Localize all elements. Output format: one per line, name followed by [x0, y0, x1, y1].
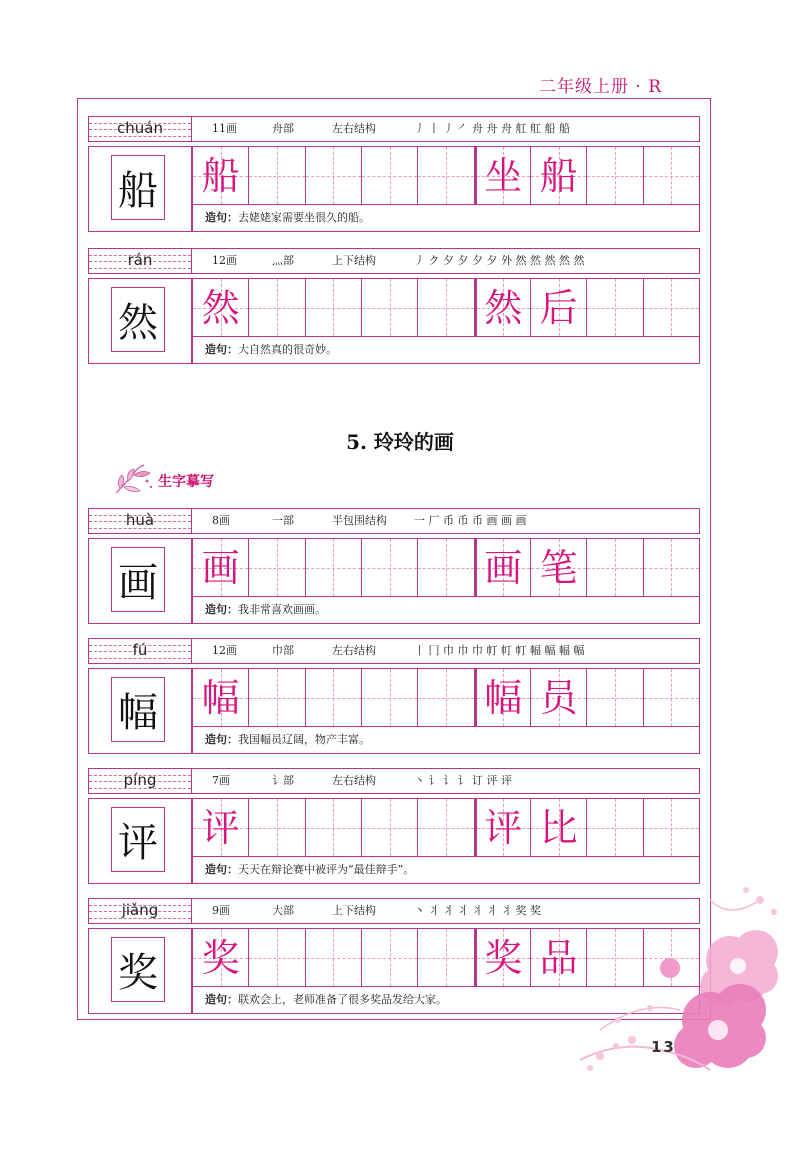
word-cell-2	[530, 669, 586, 726]
practice-cell-model	[192, 279, 248, 336]
stroke-order: 丿 丨 丿 ㇒ 舟 舟 舟 舡 舡 船 船	[414, 122, 570, 135]
model-char: 幅	[111, 677, 165, 742]
char-info-bar	[192, 508, 700, 534]
model-char-box	[88, 668, 192, 754]
pinyin-box	[88, 768, 192, 794]
pinyin: fú	[132, 641, 148, 659]
entry-info-row	[88, 248, 700, 274]
character-entry	[88, 248, 700, 364]
structure: 上下结构	[332, 904, 376, 917]
practice-cell[interactable]	[361, 147, 417, 204]
practice-cell[interactable]	[417, 929, 473, 986]
practice-cell[interactable]	[361, 669, 417, 726]
practice-cell-model	[192, 799, 248, 856]
model-char: 奖	[111, 937, 165, 1002]
practice-grid	[192, 146, 700, 204]
practice-char: 评	[201, 805, 240, 850]
char-info-bar	[192, 116, 700, 142]
pinyin: chuán	[117, 119, 163, 137]
entry-practice-row	[88, 668, 700, 754]
radical: 灬部	[272, 254, 294, 267]
word-cell-2	[530, 539, 586, 596]
character-entry	[88, 116, 700, 232]
practice-cell[interactable]	[305, 539, 361, 596]
practice-cell[interactable]	[248, 539, 304, 596]
lesson-title: 5. 玲玲的画	[346, 430, 454, 454]
practice-cell-model	[192, 929, 248, 986]
example-sentence	[192, 596, 700, 624]
character-entry	[88, 638, 700, 754]
sentence-text: 我国幅员辽阔，物产丰富。	[238, 733, 370, 746]
word-char-2: 员	[539, 675, 578, 720]
entry-info-row	[88, 638, 700, 664]
practice-cell[interactable]	[417, 669, 473, 726]
section-label	[112, 463, 214, 499]
practice-cell[interactable]	[586, 279, 642, 336]
practice-grid	[192, 668, 700, 726]
char-info-bar	[192, 768, 700, 794]
sentence-prefix: 造句：	[205, 993, 238, 1006]
sentence-prefix: 造句：	[205, 343, 238, 356]
practice-cell[interactable]	[305, 669, 361, 726]
word-cell-1	[474, 929, 530, 986]
stroke-order: 丿 ク 夕 夕 夕 夕 外 然 然 然 然 然	[414, 254, 585, 267]
sentence-text: 去姥姥家需要坐很久的船。	[238, 211, 370, 224]
pinyin-box	[88, 116, 192, 142]
word-char-2: 后	[539, 285, 578, 330]
word-char-2: 比	[539, 805, 578, 850]
practice-cell[interactable]	[417, 147, 473, 204]
word-cell-2	[530, 799, 586, 856]
section-label-text: 生字摹写	[158, 474, 214, 490]
structure: 半包围结构	[332, 514, 387, 527]
practice-cell[interactable]	[361, 799, 417, 856]
practice-cell[interactable]	[643, 279, 699, 336]
practice-cell[interactable]	[586, 799, 642, 856]
practice-cell[interactable]	[643, 539, 699, 596]
sentence-prefix: 造句：	[205, 733, 238, 746]
practice-cell[interactable]	[417, 279, 473, 336]
entry-practice-row	[88, 146, 700, 232]
practice-cell-model	[192, 147, 248, 204]
entry-info-row	[88, 768, 700, 794]
model-char-box	[88, 278, 192, 364]
stroke-count: 7画	[212, 774, 230, 787]
stroke-count: 9画	[212, 904, 230, 917]
pinyin-box	[88, 898, 192, 924]
entry-info-row	[88, 116, 700, 142]
flower-decoration-icon	[112, 463, 156, 499]
word-char-1: 奖	[484, 935, 523, 980]
practice-cell[interactable]	[361, 929, 417, 986]
word-char-1: 幅	[484, 675, 523, 720]
flower-corner-decoration-icon	[560, 860, 800, 1090]
practice-grid	[192, 538, 700, 596]
char-info-bar	[192, 248, 700, 274]
stroke-order: 丶 丬 丬 丬 丬 丬 丬 奖 奖	[414, 904, 541, 917]
model-char: 船	[111, 155, 165, 220]
radical: 巾部	[272, 644, 294, 657]
pinyin-box	[88, 248, 192, 274]
practice-cell[interactable]	[586, 539, 642, 596]
word-cell-1	[474, 279, 530, 336]
pinyin: huà	[125, 511, 155, 529]
word-char-1: 坐	[484, 153, 523, 198]
book-grade-header: 二年级上册 · R	[538, 77, 662, 97]
sentence-prefix: 造句：	[205, 603, 238, 616]
practice-cell[interactable]	[305, 147, 361, 204]
page-number: 13	[651, 1038, 676, 1056]
structure: 上下结构	[332, 254, 376, 267]
word-char-1: 评	[484, 805, 523, 850]
practice-cell[interactable]	[361, 539, 417, 596]
pinyin-box	[88, 508, 192, 534]
word-char-2: 笔	[539, 545, 578, 590]
pinyin: jiǎng	[121, 901, 159, 919]
pinyin: rán	[127, 251, 153, 269]
stroke-count: 8画	[212, 514, 230, 527]
model-char-box	[88, 928, 192, 1014]
character-entry	[88, 508, 700, 624]
practice-cell-model	[192, 669, 248, 726]
radical: 大部	[272, 904, 294, 917]
entry-practice-row	[88, 278, 700, 364]
practice-cell[interactable]	[417, 799, 473, 856]
practice-cell[interactable]	[586, 147, 642, 204]
practice-grid	[192, 278, 700, 336]
practice-cell[interactable]	[361, 279, 417, 336]
practice-char: 幅	[201, 675, 240, 720]
model-char: 然	[111, 287, 165, 352]
practice-char: 船	[201, 153, 240, 198]
practice-cell[interactable]	[248, 279, 304, 336]
word-char-1: 然	[484, 285, 523, 330]
structure: 左右结构	[332, 122, 376, 135]
model-char: 画	[111, 547, 165, 612]
word-cell-2	[530, 279, 586, 336]
radical: 舟部	[272, 122, 294, 135]
word-cell-2	[530, 147, 586, 204]
structure: 左右结构	[332, 774, 376, 787]
structure: 左右结构	[332, 644, 376, 657]
sentence-text: 联欢会上，老师准备了很多奖品发给大家。	[238, 993, 447, 1006]
model-char-box	[88, 146, 192, 232]
practice-cell[interactable]	[305, 929, 361, 986]
practice-cell[interactable]	[248, 147, 304, 204]
practice-cell[interactable]	[417, 539, 473, 596]
sentence-prefix: 造句：	[205, 863, 238, 876]
sentence-prefix: 造句：	[205, 211, 238, 224]
stroke-order: 丶 讠 讠 讠 订 评 评	[414, 774, 512, 787]
stroke-count: 12画	[212, 644, 237, 657]
pinyin-box	[88, 638, 192, 664]
practice-cell[interactable]	[248, 669, 304, 726]
practice-cell[interactable]	[643, 669, 699, 726]
word-cell-1	[474, 799, 530, 856]
model-char-box	[88, 538, 192, 624]
word-char-2: 品	[539, 935, 578, 980]
practice-char: 奖	[201, 935, 240, 980]
char-info-bar	[192, 638, 700, 664]
practice-grid	[192, 798, 700, 856]
word-cell-1	[474, 539, 530, 596]
example-sentence	[192, 726, 700, 754]
word-cell-1	[474, 669, 530, 726]
entry-practice-row	[88, 538, 700, 624]
practice-cell[interactable]	[643, 147, 699, 204]
word-char-1: 画	[484, 545, 523, 590]
example-sentence	[192, 336, 700, 364]
stroke-count: 12画	[212, 254, 237, 267]
radical: 一部	[272, 514, 294, 527]
sentence-text: 我非常喜欢画画。	[238, 603, 326, 616]
practice-cell[interactable]	[305, 799, 361, 856]
stroke-order: 一 厂 币 币 币 画 画 画	[414, 514, 527, 527]
radical: 讠部	[272, 774, 294, 787]
stroke-order: 丨 冂 巾 巾 巾 帄 帄 帄 幅 幅 幅 幅	[414, 644, 585, 657]
practice-cell[interactable]	[248, 799, 304, 856]
practice-cell-model	[192, 539, 248, 596]
model-char-box	[88, 798, 192, 884]
practice-cell[interactable]	[586, 669, 642, 726]
sentence-text: 大自然真的很奇妙。	[238, 343, 337, 356]
practice-cell[interactable]	[248, 929, 304, 986]
word-cell-1	[474, 147, 530, 204]
entry-info-row	[88, 508, 700, 534]
sentence-text: 天天在辩论赛中被评为“最佳辩手”。	[238, 863, 415, 876]
stroke-count: 11画	[212, 122, 237, 135]
model-char: 评	[111, 807, 165, 872]
word-char-2: 船	[539, 153, 578, 198]
pinyin: píng	[123, 771, 157, 789]
example-sentence	[192, 204, 700, 232]
practice-cell[interactable]	[643, 799, 699, 856]
practice-char: 画	[201, 545, 240, 590]
practice-cell[interactable]	[305, 279, 361, 336]
practice-char: 然	[201, 285, 240, 330]
